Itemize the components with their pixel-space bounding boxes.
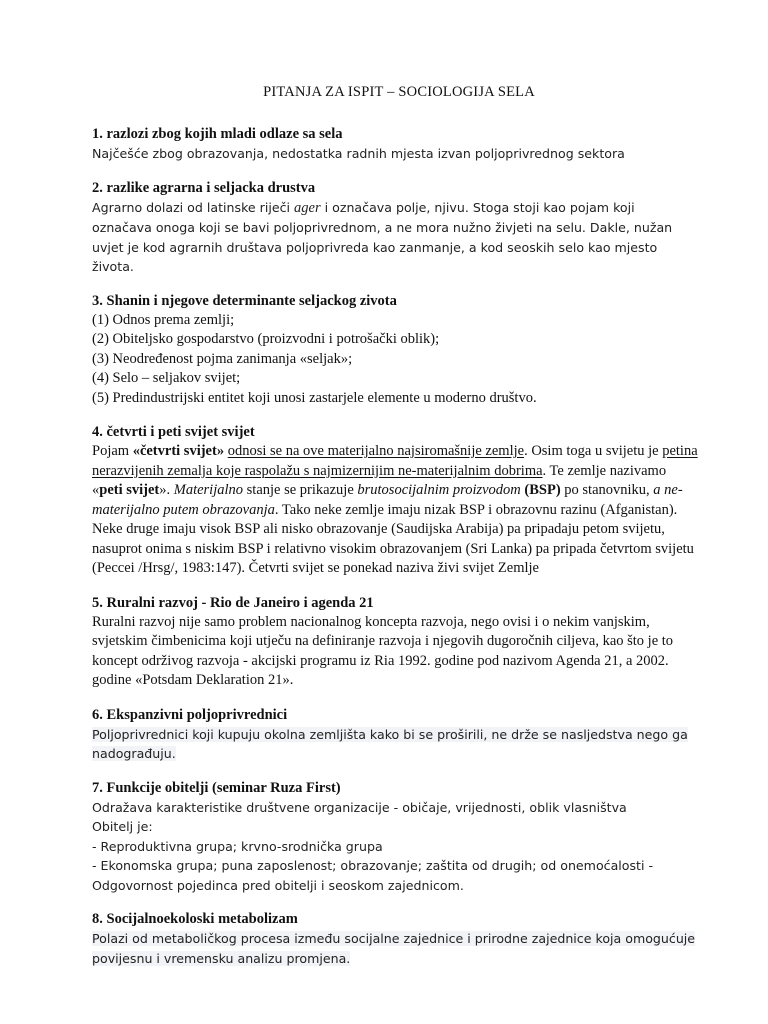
question-1 xyxy=(92,125,698,164)
question-3-heading: 3. Shanin i njegove determinante seljackog zivota xyxy=(92,292,397,309)
underlined-text: odnosi se na ove materijalno najsiromašnije zemlje xyxy=(227,443,525,459)
answer-text: Pojam xyxy=(92,443,133,459)
term-ager: ager xyxy=(294,199,321,216)
question-3 xyxy=(92,292,698,409)
question-3-list xyxy=(92,311,698,409)
question-2-heading: 2. razlike agrarna i seljacka drustva xyxy=(92,179,316,196)
answer-text: po stanovniku, xyxy=(560,482,654,498)
answer-line: Odgovornost pojedinca pred obitelji i seoskom zajednicom. xyxy=(92,877,464,893)
list-item: (3) Neodređenost pojma zanimanja «seljak»; xyxy=(92,350,353,367)
answer-line: Obitelj je: xyxy=(92,819,153,834)
question-5 xyxy=(92,594,698,691)
underlined-text: petina nerazvijenih zemalja koje raspolažu s najmizernijim ne-materijalnim dobrima xyxy=(92,443,698,479)
question-5-heading: 5. Ruralni razvoj - Rio de Janeiro i agenda 21 xyxy=(92,594,374,611)
answer-line: Odražava karakteristike društvene organizacije - običaje, vrijednosti, oblik vlasništva xyxy=(92,799,627,815)
question-6 xyxy=(92,706,698,764)
question-8 xyxy=(92,910,698,968)
answer-line: - Ekonomska grupa; puna zaposlenost; obrazovanje; zaštita od drugih; od onemoćalosti - xyxy=(92,858,654,873)
term-bsp: (BSP) xyxy=(524,482,561,498)
list-item: (5) Predindustrijski entitet koji unosi zastarjele elemente u moderno društvo. xyxy=(92,389,537,406)
question-1-heading: 1. razlozi zbog kojih mladi odlaze sa sela xyxy=(92,126,343,142)
question-6-heading: 6. Ekspanzivni poljoprivrednici xyxy=(92,706,288,723)
question-8-heading: 8. Socijalnoekoloski metabolizam xyxy=(92,911,298,927)
answer-text: . Tako neke zemlje imaju nizak BSP i obrazovnu razinu (Afganistan). Neke druge imaju visok BSP ali nisko obrazovanje (Saudijska Arabija) pa pripadaju petom svijetu, nasuprot onima s niskim BSP i relativno visokim obrazovanjem (Sri Lanka) pa pripada četvrtom svijetu (Peccei /Hrsg/, 1983:147). Četvrti svijet se ponekad naziva živi svijet Zemlje xyxy=(92,501,694,576)
answer-text: ». xyxy=(159,482,174,498)
question-4 xyxy=(92,423,698,579)
highlighted-text: Polazi od metaboličkog procesa između socijalne zajednice i prirodne zajednice koja omogućuje povijesnu i vremensku analizu promjena. xyxy=(92,931,696,966)
answer-text: Agrarno dolazi od latinske riječi xyxy=(92,199,295,215)
question-4-heading: 4. četvrti i peti svijet svijet xyxy=(92,424,255,440)
term-peti-svijet: peti svijet xyxy=(99,482,160,498)
question-4-answer xyxy=(92,442,698,579)
question-2-answer xyxy=(92,198,698,277)
question-6-answer xyxy=(92,725,698,764)
list-item: (4) Selo – seljakov svijet; xyxy=(92,370,241,386)
question-7-heading: 7. Funkcije obitelji (seminar Ruza First) xyxy=(92,779,341,796)
term-brutosocijalni: brutosocijalnim proizvodom xyxy=(357,482,521,498)
term-materijalno: Materijalno xyxy=(173,482,244,498)
answer-text: . Osim toga u svijetu je xyxy=(524,443,663,459)
answer-text: stanje se prikazuje xyxy=(243,482,358,498)
answer-text: . Te zemlje nazivamo « xyxy=(92,462,667,498)
question-8-answer xyxy=(92,929,698,968)
question-7 xyxy=(92,779,698,896)
document-title: PITANJA ZA ISPIT – SOCIOLOGIJA SELA xyxy=(263,84,535,100)
answer-line: - Reproduktivna grupa; krvno-srodnička grupa xyxy=(92,838,383,854)
term-ne-materijalno: a ne-materijalno putem obrazovanja xyxy=(92,482,683,518)
question-5-answer: Ruralni razvoj nije samo problem nacionalnog koncepta razvoja, nego ovisi i o nekim vanjskim, svjetskim čimbenicima koji utječu na definiranje razvoja i njegovih dugoročnih ciljeva, kao što je to koncept održivog razvoja - akcijski programu iz Ria 1992. godine pod nazivom Agenda 21, a 2002. godine «Potsdam Deklaration 21». xyxy=(92,613,674,688)
question-1-answer: Najčešće zbog obrazovanja, nedostatka radnih mjesta izvan poljoprivrednog sektora xyxy=(92,146,625,161)
list-item: (2) Obiteljsko gospodarstvo (proizvodni i potrošački oblik); xyxy=(92,331,440,347)
question-2 xyxy=(92,179,698,277)
highlighted-text: Poljoprivrednici koji kupuju okolna zemljišta kako bi se proširili, ne drže se nasljedstva nego ga nadograđuju. xyxy=(92,726,688,761)
list-item: (1) Odnos prema zemlji; xyxy=(92,311,235,328)
term-cetvrti-svijet: «četvrti svijet» xyxy=(132,443,225,459)
question-7-answer xyxy=(92,798,698,896)
answer-text: i označava polje, njivu. Stoga stoji kao pojam koji označava onoga koji se bavi poljoprivrednom, a ne mora nužno živjeti na selu. Dakle, nužan uvjet je kod agrarnih društava poljoprivreda kao zanmanje, a kod seoskih selo kao mjesto života. xyxy=(92,199,673,274)
